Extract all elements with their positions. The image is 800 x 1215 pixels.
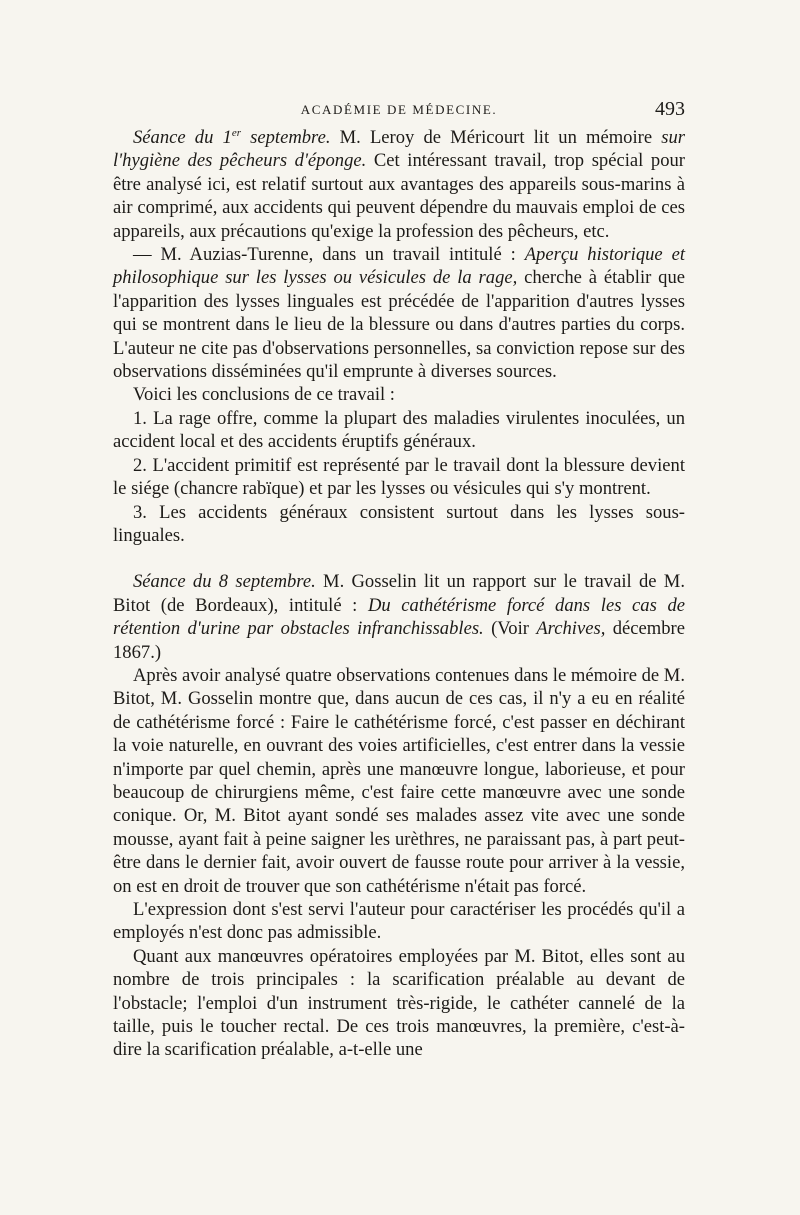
report-title: Du cathétérisme forcé dans les cas de rétention d'urine par obstacles infranchissables. <box>113 594 685 640</box>
conclusion-item-3: 3. Les accidents généraux consistent surtout dans les lysses sous-linguales. <box>113 501 685 546</box>
running-title: ACADÉMIE DE MÉDECINE. <box>300 102 498 117</box>
journal-name: Archives, <box>536 618 606 640</box>
session-date: Séance du 8 septembre. <box>133 571 316 593</box>
running-head <box>113 98 685 126</box>
paragraph-manoeuvres: Quant aux manœuvres opératoires employées par M. Bitot, elles sont au nombre de trois principales : la scarification préalable au devant de l'obstacle; l'emploi d'un instrument très-rigide, le cathéter cannelé de la taille, puis le toucher rectal. De ces trois manœuvres, la première, c'est-à-dire la scarification préalable, a-t-elle une <box>113 945 685 1061</box>
paragraph-seance-8-septembre: Séance du 8 septembre. M. Gosselin lit un rapport sur le travail de M. Bitot (de Bordeaux), intitulé : Du cathétérisme forcé dans les cas de rétention d'urine par obstacles infranchissables. (Voir Archives, décembre 1867.) <box>113 571 685 663</box>
work-title: Aperçu historique et philosophique sur les lysses ou vésicules de la rage, <box>113 244 685 289</box>
conclusion-item-1: 1. La rage offre, comme la plupart des maladies virulentes inoculées, un accident local et des accidents éruptifs généraux. <box>113 407 685 453</box>
paragraph-analyse-observations: Après avoir analysé quatre observations contenues dans le mémoire de M. Bitot, M. Gosselin montre que, dans aucun de ces cas, il n'y a eu en réalité de cathétérisme forcé : Faire le cathétérisme forcé, c'est passer en déchirant la voie naturelle, en ouvrant des voies artificielles, c'est entrer dans la vessie n'importe par quel chemin, après une manœuvre longue, laborieuse, et pour beaucoup de chirurgiens même, c'est faire cette manœuvre avec une sonde conique. Or, M. Bitot ayant sondé ses malades assez vite avec une sonde mousse, ayant fait à peine saigner les urèthres, ne paraissant pas, à part peut-être dans le dernier fait, avoir ouvert de fausse route pour arriver à la vessie, on est en droit de trouver que son cathétérisme n'était pas forcé. <box>113 664 685 897</box>
paragraph-expression: L'expression dont s'est servi l'auteur pour caractériser les procédés qu'il a employés n'est donc pas admissible. <box>113 899 685 944</box>
paragraph-conclusions-intro: Voici les conclusions de ce travail : <box>133 384 395 406</box>
session-date: Séance du 1er septembre. <box>133 126 331 148</box>
journal-page <box>113 98 685 1158</box>
paragraph-seance-1er-septembre: Séance du 1er septembre. M. Leroy de Méricourt lit un mémoire sur l'hygiène des pêcheurs d'éponge. Cet intéressant travail, trop spécial pour être analysé ici, est relatif surtout aux avantages des appareils sous-marins à air comprimé, aux accidents qui peuvent dépendre du mauvais emploi de ces appareils, aux précautions qu'exige la profession des pêcheurs, etc. <box>113 126 685 242</box>
body-text <box>113 126 685 1062</box>
page-number: 493 <box>655 98 685 120</box>
paragraph-auzias-turenne: — M. Auzias-Turenne, dans un travail intitulé : Aperçu historique et philosophique sur les lysses ou vésicules de la rage, cherche à établir que l'apparition des lysses linguales est précédée de l'apparition d'autres lysses qui se montrent dans le lieu de la blessure ou dans d'autres parties du corps. L'auteur ne cite pas d'observations personnelles, sa conviction repose sur des observations disséminées qu'il emprunte à diverses sources. <box>113 244 685 383</box>
conclusion-item-2: 2. L'accident primitif est représenté par le travail dont la blessure devient le siége (chancre rabïque) et par les lysses ou vésicules qui s'y montrent. <box>113 454 685 500</box>
memoir-title: sur l'hygiène des pêcheurs d'éponge. <box>113 127 685 172</box>
